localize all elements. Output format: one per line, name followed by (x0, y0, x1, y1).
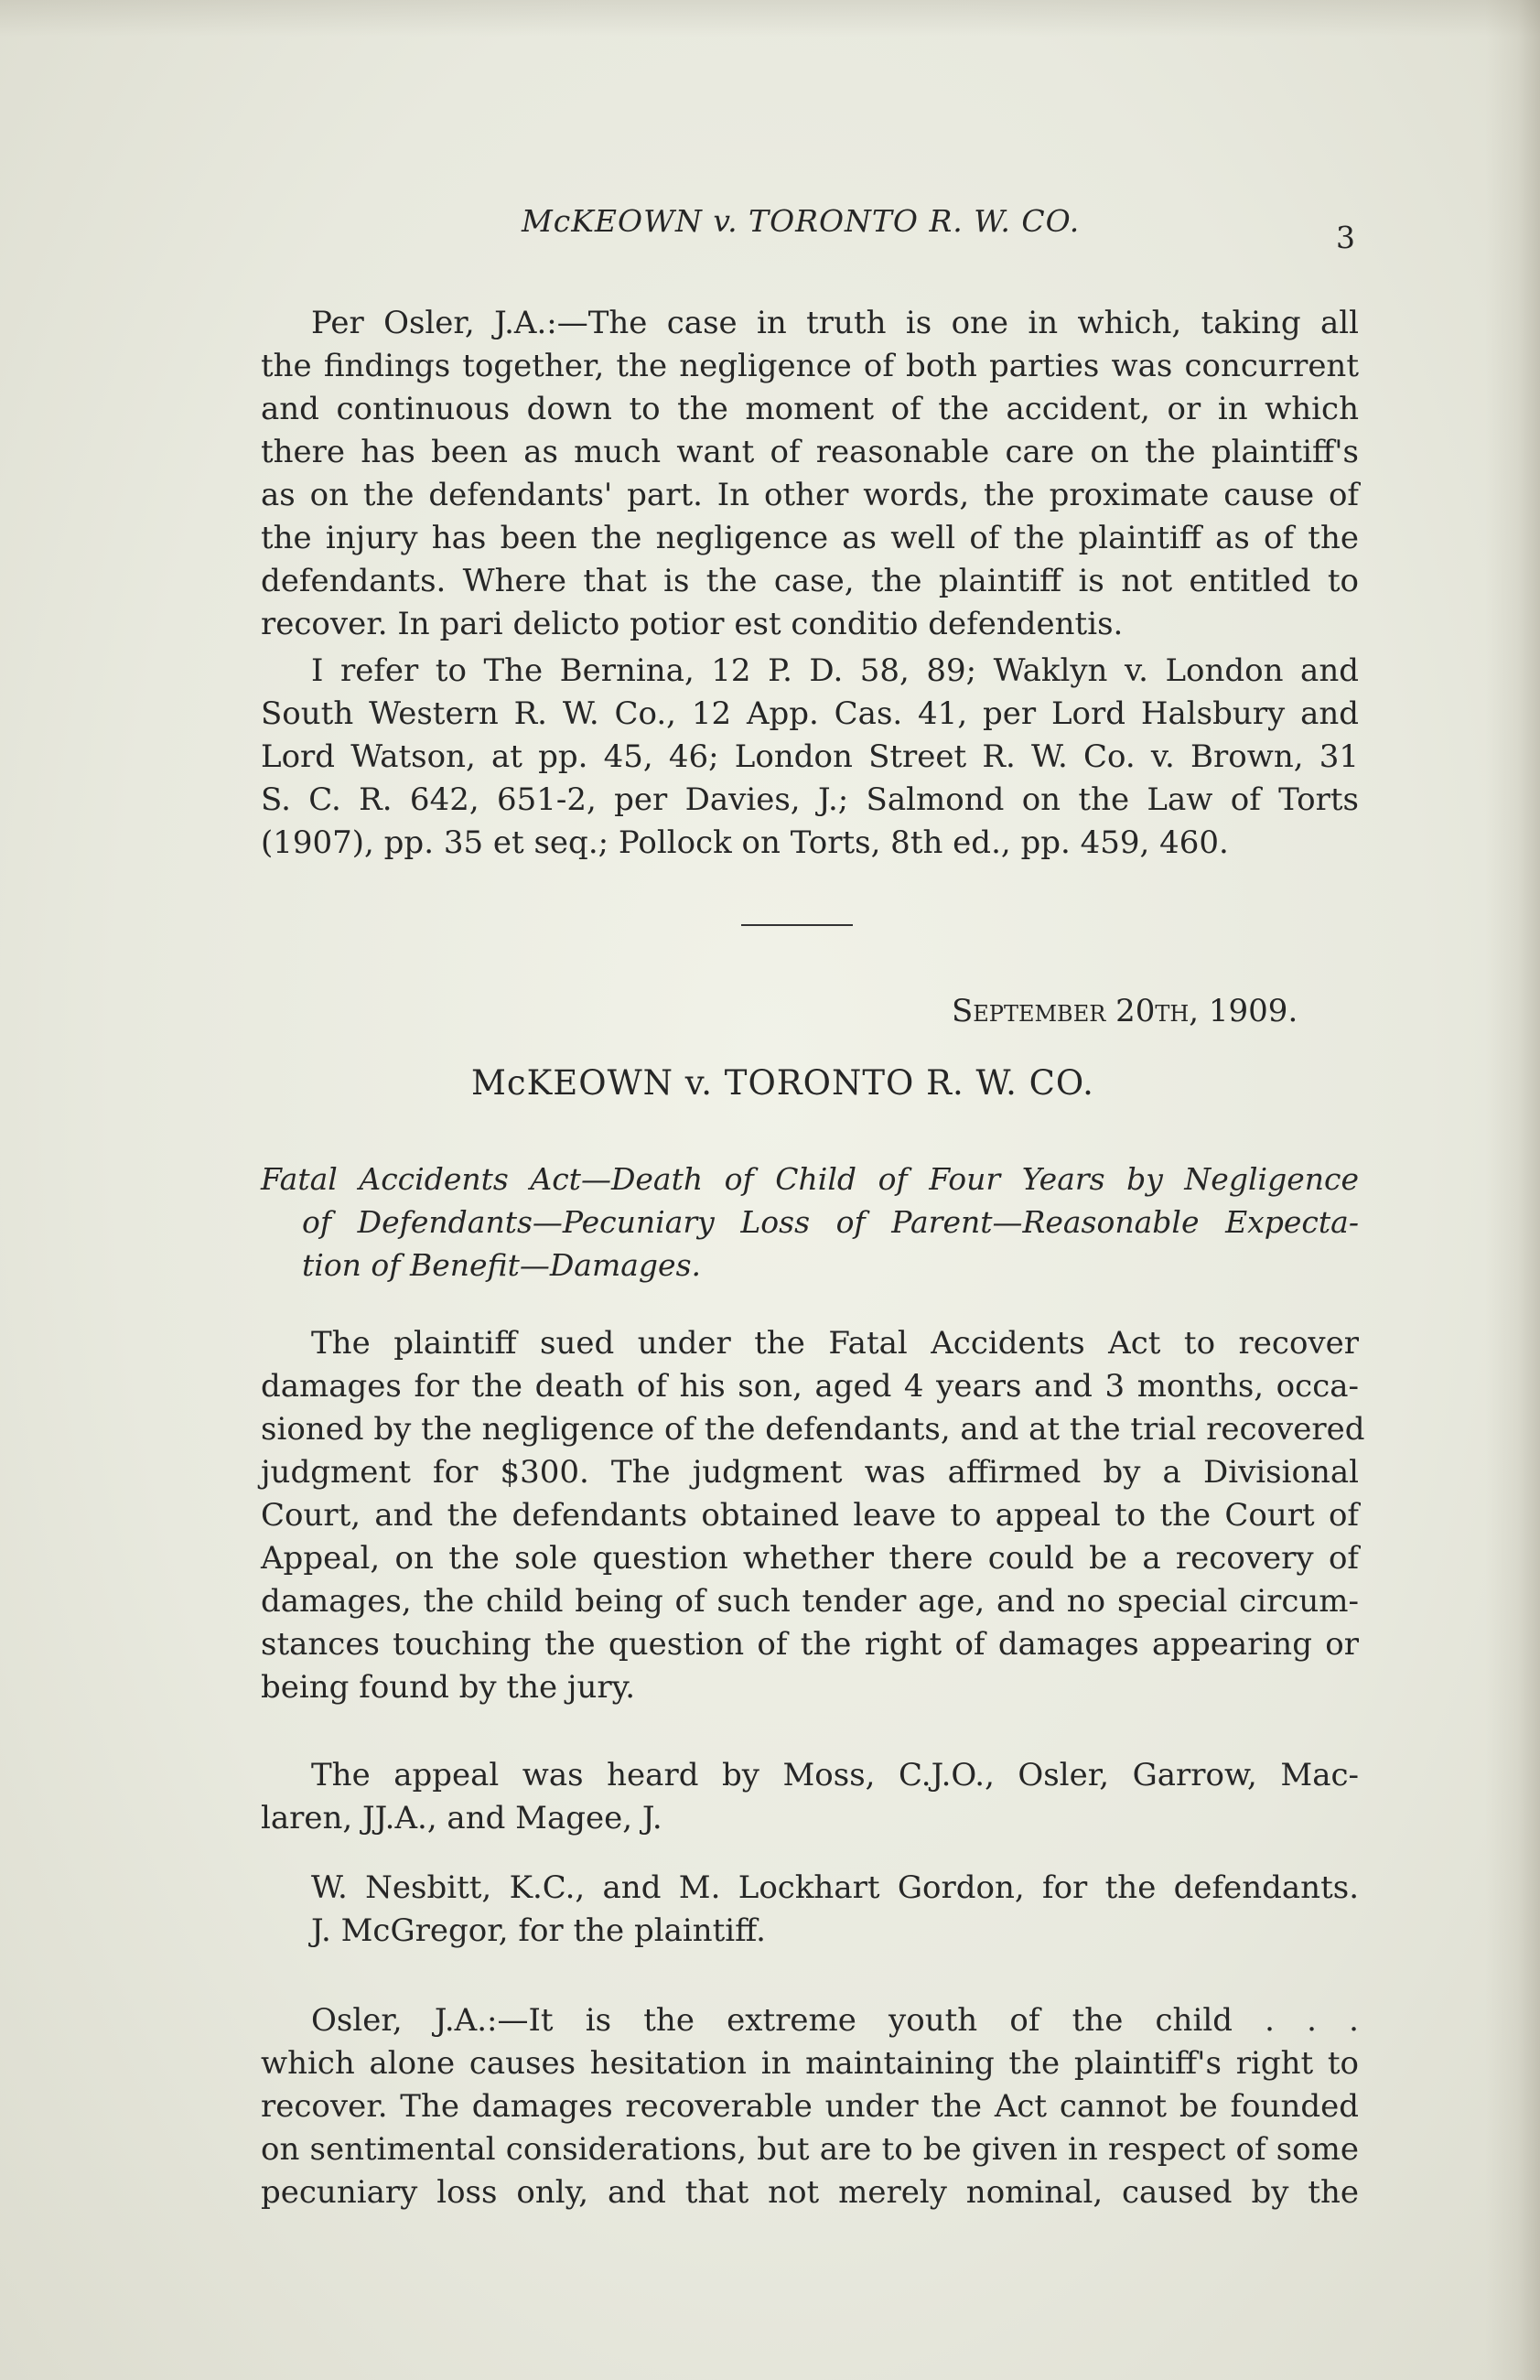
page-number: 3 (1336, 220, 1355, 255)
text-line: recover. The damages recoverable under the Act cannot be founded (261, 2088, 1359, 2125)
text-line: the findings together, the negligence of both parties was concurrent (261, 348, 1359, 384)
page-shadow-right (1485, 0, 1540, 2380)
text-line: The plaintiff sued under the Fatal Accidents Act to recover (311, 1325, 1359, 1362)
headnote (261, 1158, 1359, 1287)
counsel-plaintiff: J. McGregor, for the plaintiff. (311, 1912, 766, 1949)
text-line: and continuous down to the moment of the accident, or in which (261, 391, 1359, 427)
text-line: Per Osler, J.A.:—The case in truth is one in which, taking all (311, 305, 1359, 341)
text-line: sioned by the negligence of the defendants, and at the trial recovered (261, 1411, 1365, 1448)
section-divider (741, 924, 853, 926)
text-line: of Defendants—Pecuniary Loss of Parent—Reasonable Expecta- (302, 1204, 1359, 1240)
text-line: laren, JJ.A., and Magee, J. (261, 1800, 662, 1836)
judgment-paragraph (261, 1999, 1359, 2214)
text-line: Appeal, on the sole question whether there could be a recovery of (261, 1540, 1359, 1577)
facts-paragraph (261, 1322, 1365, 1709)
text-line: being found by the jury. (261, 1669, 636, 1706)
text-line: South Western R. W. Co., 12 App. Cas. 41, per Lord Halsbury and (261, 695, 1359, 732)
case-title: McKEOWN v. TORONTO R. W. CO. (471, 1063, 1094, 1103)
text-line: damages for the death of his son, aged 4 years and 3 months, occa- (261, 1368, 1359, 1405)
text-line: Osler, J.A.:—It is the extreme youth of the child . . . (311, 2002, 1359, 2039)
counsel-defendants: W. Nesbitt, K.C., and M. Lockhart Gordon, for the defendants. (311, 1869, 1359, 1906)
text-line: tion of Benefit—Damages. (302, 1247, 702, 1283)
text-line: I refer to The Bernina, 12 P. D. 58, 89; Waklyn v. London and (311, 652, 1359, 689)
text-line: defendants. Where that is the case, the plaintiff is not entitled to (261, 563, 1359, 599)
text-line: the injury has been the negligence as well of the plaintiff as of the (261, 520, 1359, 556)
text-line: The appeal was heard by Moss, C.J.O., Osler, Garrow, Mac- (311, 1757, 1359, 1793)
text-line: recover. In pari delicto potior est conditio defendentis. (261, 606, 1124, 642)
references-paragraph (261, 650, 1359, 865)
text-line: as on the defendants' part. In other words, the proximate cause of (261, 477, 1359, 513)
text-line: pecuniary loss only, and that not merely nominal, caused by the (261, 2174, 1359, 2211)
text-line: which alone causes hesitation in maintaining the plaintiff's right to (261, 2045, 1359, 2082)
text-line: there has been as much want of reasonable care on the plaintiff's (261, 434, 1359, 470)
text-line: (1907), pp. 35 et seq.; Pollock on Torts, 8th ed., pp. 459, 460. (261, 824, 1229, 861)
text-line: damages, the child being of such tender age, and no special circum- (261, 1583, 1359, 1620)
running-head: McKEOWN v. TORONTO R. W. CO. (522, 203, 1081, 239)
page-shadow-top (0, 0, 1540, 37)
text-line: stances touching the question of the right of damages appearing or (261, 1626, 1359, 1663)
counsel-paragraph (261, 1867, 1359, 1953)
bench-paragraph (261, 1754, 1359, 1840)
text-line: judgment for $300. The judgment was affirmed by a Divisional (261, 1454, 1359, 1491)
text-line: Lord Watson, at pp. 45, 46; London Street R. W. Co. v. Brown, 31 (261, 738, 1359, 775)
text-line: Court, and the defendants obtained leave to appeal to the Court of (261, 1497, 1359, 1534)
text-line: S. C. R. 642, 651-2, per Davies, J.; Salmond on the Law of Torts (261, 781, 1359, 818)
text-line: Fatal Accidents Act—Death of Child of Four Years by Negligence (261, 1161, 1359, 1197)
text-line: on sentimental considerations, but are to be given in respect of some (261, 2131, 1359, 2168)
decision-date: September 20th, 1909. (952, 993, 1298, 1029)
osler-opinion-paragraph (261, 302, 1359, 646)
